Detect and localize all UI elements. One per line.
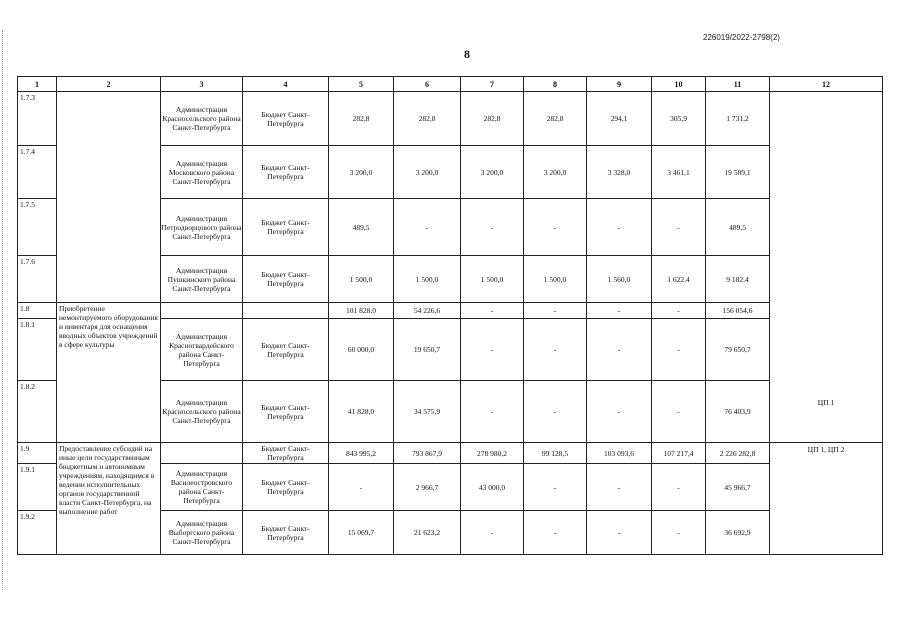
row-value: 282,8 xyxy=(329,92,394,146)
row-value: 19 650,7 xyxy=(394,319,461,381)
row-source: Бюджет Санкт-Петербурга xyxy=(243,511,329,555)
col-header: 1 xyxy=(18,77,57,92)
row-executor: Администрация Московского района Санкт-Петербурга xyxy=(161,146,243,199)
row-source: Бюджет Санкт-Петербурга xyxy=(243,256,329,303)
row-value: 54 226,6 xyxy=(394,303,461,319)
row-value: - xyxy=(394,199,461,256)
row-value: 278 980,2 xyxy=(461,443,524,464)
row-value: 101 828,0 xyxy=(329,303,394,319)
table-row xyxy=(18,443,883,464)
row-value: 3 200,0 xyxy=(394,146,461,199)
row-value: 1 622,4 xyxy=(652,256,706,303)
row-value: 282,8 xyxy=(524,92,587,146)
row-executor: Администрация Выборгского района Санкт-Петербурга xyxy=(161,511,243,555)
row-executor xyxy=(161,443,243,464)
row-executor: Администрация Петродворцового района Санкт-Петербурга xyxy=(161,199,243,256)
row-source: Бюджет Санкт-Петербурга xyxy=(243,319,329,381)
row-value: 3 461,1 xyxy=(652,146,706,199)
row-executor: Администрация Пушкинского района Санкт-Петербурга xyxy=(161,256,243,303)
row-value: 107 217,4 xyxy=(652,443,706,464)
row-value: - xyxy=(524,511,587,555)
row-value: 99 128,5 xyxy=(524,443,587,464)
row-executor: Администрация Василеостровского района Санкт-Петербурга xyxy=(161,464,243,511)
row-executor: Администрация Красносельского района Санкт-Петербурга xyxy=(161,381,243,443)
row-value: 489,5 xyxy=(706,199,770,256)
col-header: 4 xyxy=(243,77,329,92)
row-value: 1 500,0 xyxy=(461,256,524,303)
row-source: Бюджет Санкт-Петербурга xyxy=(243,146,329,199)
row-value: - xyxy=(524,199,587,256)
row-index: 1.7.6 xyxy=(18,256,57,303)
goal-label: ЦП 1 xyxy=(817,397,835,407)
row-executor xyxy=(161,303,243,319)
row-value: 79 650,7 xyxy=(706,319,770,381)
row-value: - xyxy=(461,199,524,256)
row-value: 76 403,9 xyxy=(706,381,770,443)
row-value: - xyxy=(652,511,706,555)
row-value: - xyxy=(461,303,524,319)
row-value: 1 560,0 xyxy=(587,256,652,303)
row-value: 36 692,9 xyxy=(706,511,770,555)
row-value: 294,1 xyxy=(587,92,652,146)
row-source: Бюджет Санкт-Петербурга xyxy=(243,92,329,146)
row-value: 43 000,0 xyxy=(461,464,524,511)
row-value: 60 000,0 xyxy=(329,319,394,381)
row-value: 3 200,0 xyxy=(461,146,524,199)
row-value: 489,5 xyxy=(329,199,394,256)
row-index: 1.7.4 xyxy=(18,146,57,199)
row-value: - xyxy=(587,464,652,511)
row-value: 282,8 xyxy=(394,92,461,146)
row-name: Предоставление субсидий на иные цели государственным бюджетным и автономным учреждениям, находящимся в ведении исполнительных органов государственной власти Санкт-Петербурга, на выполнение работ xyxy=(57,443,161,555)
row-value: 843 995,2 xyxy=(329,443,394,464)
row-index: 1.9.1 xyxy=(18,464,57,511)
row-value: 41 828,0 xyxy=(329,381,394,443)
row-index: 1.8.1 xyxy=(18,319,57,381)
goal-cell xyxy=(770,92,883,443)
row-value: 3 200,0 xyxy=(524,146,587,199)
row-value: - xyxy=(329,464,394,511)
row-value: 34 575,9 xyxy=(394,381,461,443)
goal-label: ЦП 1, ЦП 2 xyxy=(770,443,883,555)
row-value: - xyxy=(587,511,652,555)
row-value: - xyxy=(652,199,706,256)
row-value: 793 867,9 xyxy=(394,443,461,464)
row-value: - xyxy=(652,381,706,443)
document-id: 226019/2022-2798(2) xyxy=(703,33,780,42)
row-value: 15 069,7 xyxy=(329,511,394,555)
row-value: 45 966,7 xyxy=(706,464,770,511)
table-header-row xyxy=(18,77,883,92)
row-value: 1 500,0 xyxy=(329,256,394,303)
row-value: 1 500,0 xyxy=(524,256,587,303)
row-value: 21 623,2 xyxy=(394,511,461,555)
row-value: - xyxy=(461,381,524,443)
col-header: 5 xyxy=(329,77,394,92)
row-value: 1 500,0 xyxy=(394,256,461,303)
row-value: 3 200,0 xyxy=(329,146,394,199)
col-header: 2 xyxy=(57,77,161,92)
row-source: Бюджет Санкт-Петербурга xyxy=(243,443,329,464)
row-value: - xyxy=(524,464,587,511)
row-value: - xyxy=(524,319,587,381)
budget-table xyxy=(17,76,883,555)
row-index: 1.7.3 xyxy=(18,92,57,146)
row-source: Бюджет Санкт-Петербурга xyxy=(243,199,329,256)
row-index: 1.9 xyxy=(18,443,57,464)
row-value: - xyxy=(461,319,524,381)
row-value: - xyxy=(461,511,524,555)
row-name-empty xyxy=(57,92,161,303)
row-index: 1.9.2 xyxy=(18,511,57,555)
row-source: Бюджет Санкт-Петербурга xyxy=(243,381,329,443)
row-value: - xyxy=(587,319,652,381)
row-value: - xyxy=(652,319,706,381)
row-executor: Администрация Красногвардейского района Санкт-Петербурга xyxy=(161,319,243,381)
row-value: 9 182,4 xyxy=(706,256,770,303)
col-header: 9 xyxy=(587,77,652,92)
row-value: 305,9 xyxy=(652,92,706,146)
page-number: 8 xyxy=(464,47,470,61)
row-value: - xyxy=(524,303,587,319)
col-header: 11 xyxy=(706,77,770,92)
col-header: 7 xyxy=(461,77,524,92)
row-value: - xyxy=(652,464,706,511)
row-index: 1.8 xyxy=(18,303,57,319)
row-name: Приобретение немонтируемого оборудования и инвентаря для оснащения вводных объектов учреждений в сфере культуры xyxy=(57,303,161,443)
col-header: 10 xyxy=(652,77,706,92)
row-value: 3 328,0 xyxy=(587,146,652,199)
scan-edge-mark xyxy=(2,30,5,590)
row-value: 19 589,1 xyxy=(706,146,770,199)
col-header: 8 xyxy=(524,77,587,92)
row-value: 156 054,6 xyxy=(706,303,770,319)
row-index: 1.8.2 xyxy=(18,381,57,443)
col-header: 12 xyxy=(770,77,883,92)
col-header: 3 xyxy=(161,77,243,92)
row-source: Бюджет Санкт-Петербурга xyxy=(243,464,329,511)
row-value: 103 093,6 xyxy=(587,443,652,464)
row-value: - xyxy=(587,381,652,443)
row-value: 2 966,7 xyxy=(394,464,461,511)
row-value: - xyxy=(587,303,652,319)
row-executor: Администрация Красносельского района Санкт-Петербурга xyxy=(161,92,243,146)
row-value: - xyxy=(587,199,652,256)
table-row xyxy=(18,303,883,319)
row-value: - xyxy=(524,381,587,443)
row-value: 2 226 282,8 xyxy=(706,443,770,464)
row-value: 282,8 xyxy=(461,92,524,146)
row-index: 1.7.5 xyxy=(18,199,57,256)
row-value: - xyxy=(652,303,706,319)
table-row xyxy=(18,92,883,146)
row-source xyxy=(243,303,329,319)
col-header: 6 xyxy=(394,77,461,92)
row-value: 1 731,2 xyxy=(706,92,770,146)
